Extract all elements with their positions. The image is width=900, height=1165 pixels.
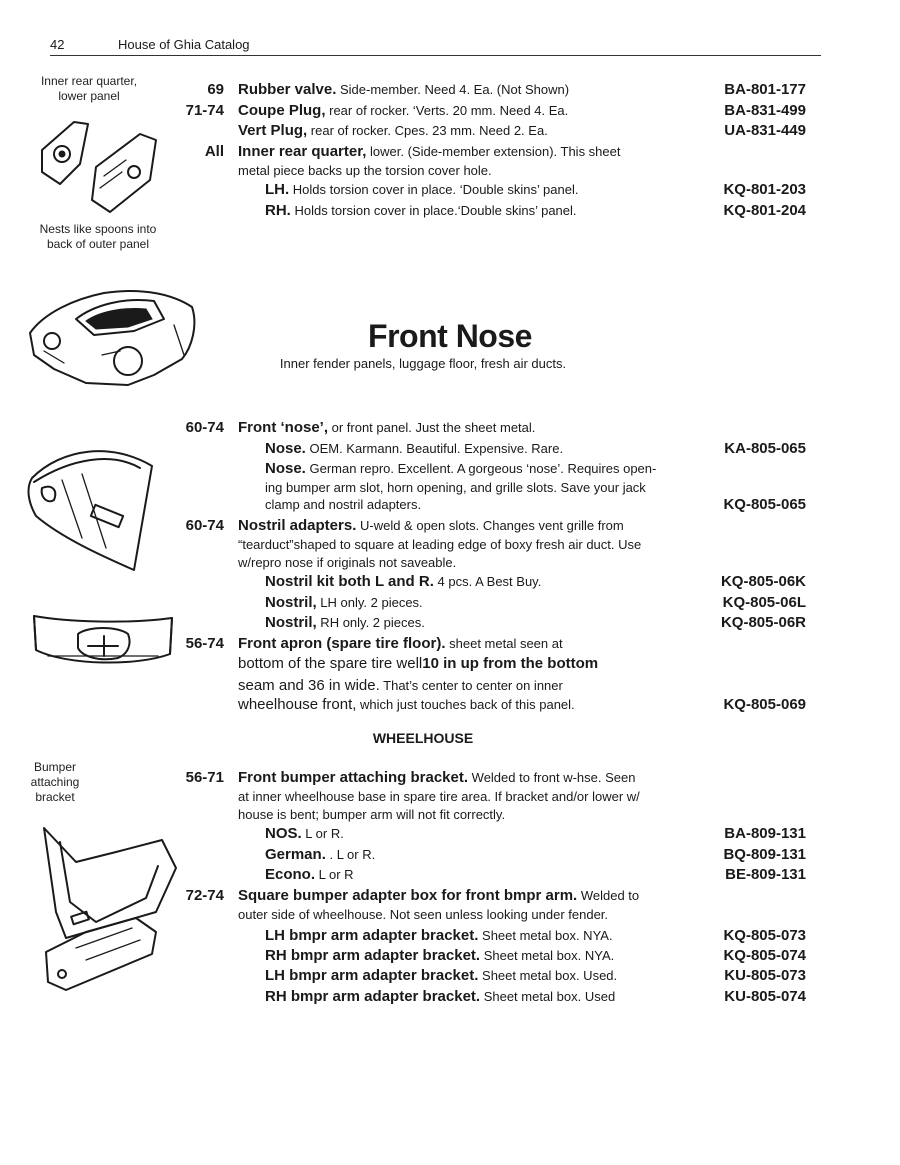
caption-bumper-bracket: Bumper attaching bracket <box>30 760 80 804</box>
item-detail: RH only. 2 pieces. <box>316 615 425 630</box>
item-detail: L or R <box>315 867 354 882</box>
catalog-line <box>0 966 900 986</box>
line-description: clamp and nostril adapters. <box>265 497 422 512</box>
item-name: Nose. <box>265 440 306 457</box>
line-description <box>265 966 617 985</box>
year-range: 71-74 <box>185 102 224 119</box>
item-detail: U-weld & open slots. Changes vent grille from <box>356 518 624 533</box>
item-detail: rear of rocker. ‘Verts. 20 mm. Need 4. Ea. <box>325 103 569 118</box>
item-name: Nostril, <box>265 594 317 611</box>
item-detail: German repro. Excellent. A gorgeous ‘nose’. Requires open- <box>305 461 657 476</box>
catalog-line <box>0 634 900 654</box>
item-detail: Side-member. Need 4. Ea. (Not Shown) <box>336 82 570 97</box>
catalog-line <box>0 516 900 536</box>
line-description <box>265 572 541 591</box>
line-description <box>265 845 375 864</box>
part-number: KQ-805-074 <box>723 947 806 964</box>
catalog-line <box>0 495 900 515</box>
catalog-line <box>0 926 900 946</box>
catalog-line <box>0 787 900 807</box>
part-number: KU-805-073 <box>724 967 806 984</box>
part-number: UA-831-449 <box>724 122 806 139</box>
item-name: RH bmpr arm adapter bracket. <box>265 988 481 1005</box>
item-name: Front ‘nose’, <box>238 419 328 436</box>
part-number: BQ-809-131 <box>723 846 806 863</box>
catalog-line <box>0 161 900 181</box>
item-detail: Sheet metal box. NYA. <box>478 928 613 943</box>
catalog-line <box>0 80 900 100</box>
item-name: Square bumper adapter box for front bmpr arm. <box>238 887 578 904</box>
part-number: KQ-805-06L <box>722 594 806 611</box>
item-name: 10 in up from the bottom <box>422 655 599 672</box>
section-title: Front Nose <box>368 318 532 354</box>
line-description <box>238 418 535 437</box>
catalog-line <box>0 201 900 221</box>
item-name: Front apron (spare tire floor). <box>238 635 446 652</box>
item-detail: . L or R. <box>325 847 376 862</box>
part-number: BA-801-177 <box>724 81 806 98</box>
line-description <box>238 676 563 695</box>
item-name: LH bmpr arm adapter bracket. <box>265 967 479 984</box>
catalog-line <box>0 121 900 141</box>
item-detail-large: seam and 36 in wide. <box>238 677 380 694</box>
line-description <box>238 101 568 120</box>
catalog-line <box>0 593 900 613</box>
line-description <box>265 865 354 884</box>
catalog-line <box>0 695 900 715</box>
line-description <box>265 180 578 199</box>
item-name: Front bumper attaching bracket. <box>238 769 469 786</box>
line-description <box>265 987 615 1006</box>
catalog-line <box>0 418 900 438</box>
line-description <box>265 926 613 945</box>
item-detail: L or R. <box>301 826 344 841</box>
line-description <box>265 593 423 612</box>
part-number: KQ-805-073 <box>723 927 806 944</box>
line-description: house is bent; bumper arm will not fit correctly. <box>238 807 506 822</box>
item-name: Coupe Plug, <box>238 102 326 119</box>
line-description <box>265 824 344 843</box>
item-detail: Welded to front w-hse. Seen <box>468 770 636 785</box>
item-name: RH bmpr arm adapter bracket. <box>265 947 481 964</box>
catalog-line <box>0 845 900 865</box>
year-range: 56-74 <box>185 635 224 652</box>
part-number: KQ-801-203 <box>723 181 806 198</box>
wheelhouse-heading: WHEELHOUSE <box>372 730 474 746</box>
item-detail-large: wheelhouse front, <box>238 696 357 713</box>
caption-nests: Nests like spoons into back of outer panel <box>39 222 157 251</box>
catalog-line <box>0 535 900 555</box>
item-detail: Welded to <box>577 888 640 903</box>
line-description <box>238 768 635 787</box>
catalog-line <box>0 905 900 925</box>
catalog-title: House of Ghia Catalog <box>118 37 250 52</box>
part-number: KQ-805-069 <box>723 696 806 713</box>
catalog-line <box>0 572 900 592</box>
line-description <box>238 634 563 653</box>
line-description <box>238 886 639 905</box>
line-description <box>238 80 569 99</box>
part-number: KA-805-065 <box>724 440 806 457</box>
item-name: NOS. <box>265 825 302 842</box>
catalog-line <box>0 865 900 885</box>
line-description <box>265 459 656 478</box>
item-name: Nose. <box>265 460 306 477</box>
item-detail: sheet metal seen at <box>445 636 563 651</box>
line-description: ing bumper arm slot, horn opening, and grille slots. Save your jack <box>265 480 646 495</box>
part-number: KU-805-074 <box>724 988 806 1005</box>
item-name: Vert Plug, <box>238 122 308 139</box>
item-detail: OEM. Karmann. Beautiful. Expensive. Rare. <box>305 441 564 456</box>
item-name: RH. <box>265 202 291 219</box>
item-detail: Sheet metal box. Used. <box>478 968 618 983</box>
catalog-line <box>0 459 900 479</box>
catalog-line <box>0 886 900 906</box>
item-detail: or front panel. Just the sheet metal. <box>328 420 536 435</box>
item-detail: That’s center to center on inner <box>379 678 563 693</box>
line-description <box>238 654 598 673</box>
catalog-line <box>0 613 900 633</box>
line-description <box>238 142 620 161</box>
item-name: Nostril, <box>265 614 317 631</box>
year-range: 72-74 <box>185 887 224 904</box>
section-subtitle: Inner fender panels, luggage floor, fresh air ducts. <box>279 356 567 371</box>
year-range: All <box>204 143 224 160</box>
line-description <box>238 121 548 140</box>
part-number: BE-809-131 <box>725 866 806 883</box>
line-description <box>265 439 563 458</box>
part-number: BA-809-131 <box>724 825 806 842</box>
item-detail-large: bottom of the spare tire well <box>238 655 423 672</box>
item-name: LH. <box>265 181 290 198</box>
year-range: 60-74 <box>185 419 224 436</box>
item-detail: Sheet metal box. Used <box>480 989 616 1004</box>
item-detail: Sheet metal box. NYA. <box>480 948 615 963</box>
catalog-line <box>0 805 900 825</box>
line-description: w/repro nose if originals not saveable. <box>238 555 457 570</box>
year-range: 69 <box>207 81 224 98</box>
part-number: BA-831-499 <box>724 102 806 119</box>
item-detail: LH only. 2 pieces. <box>316 595 423 610</box>
catalog-line <box>0 553 900 573</box>
item-name: Inner rear quarter, <box>238 143 367 160</box>
line-description <box>238 516 624 535</box>
line-description: metal piece backs up the torsion cover hole. <box>238 163 492 178</box>
catalog-line <box>0 439 900 459</box>
line-description <box>265 201 577 220</box>
part-number: KQ-805-065 <box>723 496 806 513</box>
catalog-line <box>0 676 900 696</box>
catalog-line <box>0 142 900 162</box>
year-range: 56-71 <box>185 769 224 786</box>
part-number: KQ-801-204 <box>723 202 806 219</box>
item-name: Nostril kit both L and R. <box>265 573 434 590</box>
catalog-line <box>0 946 900 966</box>
item-detail: Holds torsion cover in place.‘Double skins’ panel. <box>290 203 577 218</box>
catalog-line <box>0 180 900 200</box>
catalog-line <box>0 654 900 674</box>
caption-inner-rear-quarter: Inner rear quarter, lower panel <box>40 74 138 103</box>
item-name: German. <box>265 846 326 863</box>
catalog-line <box>0 824 900 844</box>
item-detail: which just touches back of this panel. <box>356 697 575 712</box>
item-name: Nostril adapters. <box>238 517 357 534</box>
line-description <box>265 946 614 965</box>
part-number: KQ-805-06R <box>720 614 806 631</box>
item-detail: rear of rocker. Cpes. 23 mm. Need 2. Ea. <box>307 123 548 138</box>
line-description: outer side of wheelhouse. Not seen unless looking under fender. <box>238 907 609 922</box>
line-description <box>238 695 575 714</box>
year-range: 60-74 <box>185 517 224 534</box>
item-name: LH bmpr arm adapter bracket. <box>265 927 479 944</box>
catalog-line <box>0 101 900 121</box>
catalog-line <box>0 768 900 788</box>
page-number: 42 <box>50 37 65 52</box>
line-description <box>265 613 425 632</box>
item-name: Rubber valve. <box>238 81 337 98</box>
item-detail: 4 pcs. A Best Buy. <box>433 574 542 589</box>
catalog-line <box>0 987 900 1007</box>
item-detail: lower. (Side-member extension). This sheet <box>366 144 621 159</box>
line-description: “tearduct”shaped to square at leading edge of boxy fresh air duct. Use <box>238 537 642 552</box>
line-description: at inner wheelhouse base in spare tire area. If bracket and/or lower w/ <box>238 789 640 804</box>
item-detail: Holds torsion cover in place. ‘Double skins’ panel. <box>289 182 579 197</box>
page-header <box>50 37 821 56</box>
part-number: KQ-805-06K <box>720 573 806 590</box>
item-name: Econo. <box>265 866 316 883</box>
